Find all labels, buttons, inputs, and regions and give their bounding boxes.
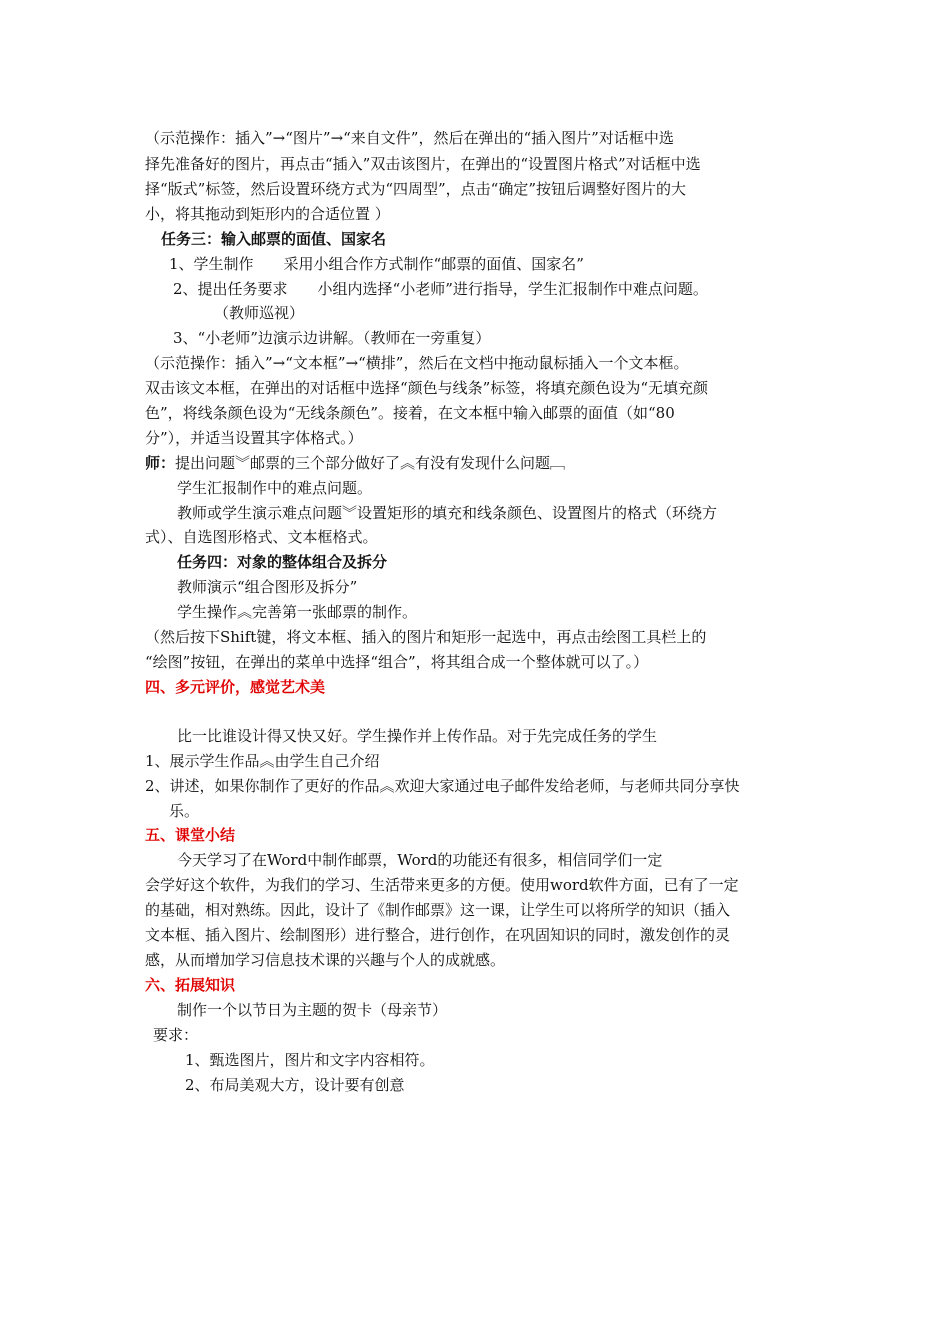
teacher-question-line [145,453,565,473]
section5-heading: 五、课堂小结 [145,826,236,844]
demo-difficulty-line: 式）、自选图形格式、文本框格式。 [145,528,378,546]
section4-item-2-cont: 乐。 [169,802,200,820]
demo-instruction-line: （示范操作：插入”→“文本框”→“横排”，然后在文档中拖动鼠标插入一个文本框。 [145,354,689,372]
demo-instruction-line: （示范操作：插入”→“图片”→“来自文件”，然后在弹出的“插入图片”对话框中选 [145,129,674,147]
demo-difficulty-line: 教师或学生演示难点问题︾设置矩形的填充和线条颜色、设置图片的格式（环绕方 [177,504,718,522]
demo-instruction-line: 择先准备好的图片，再点击“插入”双击该图片，在弹出的“设置图片格式”对话框中选 [145,155,701,173]
section6-heading: 六、拓展知识 [145,976,236,994]
section4-item-1: 1、展示学生作品︽由学生自己介绍 [145,752,380,770]
section6-requirement-2: 2、布局美观大方，设计要有创意 [185,1076,405,1094]
task4-demo: 教师演示“组合图形及拆分” [177,578,358,596]
demo-instruction-line: 色”，将线条颜色设为“无线条颜色”。接着，在文本框中输入邮票的面值（如“80 [145,404,675,422]
section4-intro: 比一比谁设计得又快又好。学生操作并上传作品。对于先完成任务的学生 [177,727,658,745]
teacher-label: 师： [145,454,176,472]
demo-instruction-line: 双击该文本框，在弹出的对话框中选择“颜色与线条”标签，将填充颜色设为“无填充颜 [145,379,709,397]
summary-line: 会学好这个软件，为我们的学习、生活带来更多的方便。使用word软件方面，已有了一定 [145,876,739,894]
summary-line: 今天学习了在Word中制作邮票，Word的功能还有很多，相信同学们一定 [177,851,663,869]
summary-line: 感，从而增加学习信息技术课的兴趣与个人的成就感。 [145,951,506,969]
task3-item-3: 3、“小老师”边演示边讲解。（教师在一旁重复） [173,329,491,347]
demo-instruction-line: 分”），并适当设置其字体格式。） [145,429,363,447]
section4-item-2: 2、讲述，如果你制作了更好的作品︽欢迎大家通过电子邮件发给老师，与老师共同分享快 [145,777,740,795]
section6-task: 制作一个以节日为主题的贺卡（母亲节） [177,1001,448,1019]
teacher-question: 提出问题︾邮票的三个部分做好了︽有没有发现什么问题﹇ [175,454,566,472]
section4-heading: 四、多元评价，感觉艺术美 [145,678,326,696]
section6-requirements-label: 要求： [153,1026,199,1044]
demo-instruction-line: 择“版式”标签，然后设置环绕方式为“四周型”，点击“确定”按钮后调整好图片的大 [145,180,687,198]
task3-item-2: 2、提出任务要求 小组内选择“小老师”进行指导，学生汇报制作中难点问题。 [173,280,708,298]
task4-student: 学生操作︽完善第一张邮票的制作。 [177,603,418,621]
section6-requirement-1: 1、甄选图片，图片和文字内容相符。 [185,1051,435,1069]
demo-instruction-line: （然后按下Shift键，将文本框、插入的图片和矩形一起选中，再点击绘图工具栏上的 [145,628,707,646]
demo-instruction-line: 小，将其拖动到矩形内的合适位置 ） [145,205,390,223]
student-report: 学生汇报制作中的难点问题。 [177,479,373,497]
task3-heading: 任务三：输入邮票的面值、国家名 [161,230,387,248]
summary-line: 文本框、插入图片、绘制图形）进行整合，进行创作，在巩固知识的同时，激发创作的灵 [145,926,731,944]
summary-line: 的基础，相对熟练。因此，设计了《制作邮票》这一课，让学生可以将所学的知识（插入 [145,901,731,919]
demo-instruction-line: “绘图”按钮，在弹出的菜单中选择“组合”，将其组合成一个整体就可以了。） [145,653,649,671]
task3-item-2-note: （教师巡视） [214,304,305,322]
task4-heading: 任务四：对象的整体组合及拆分 [177,553,388,571]
task3-item-1: 1、学生制作 采用小组合作方式制作“邮票的面值、国家名” [169,255,584,273]
